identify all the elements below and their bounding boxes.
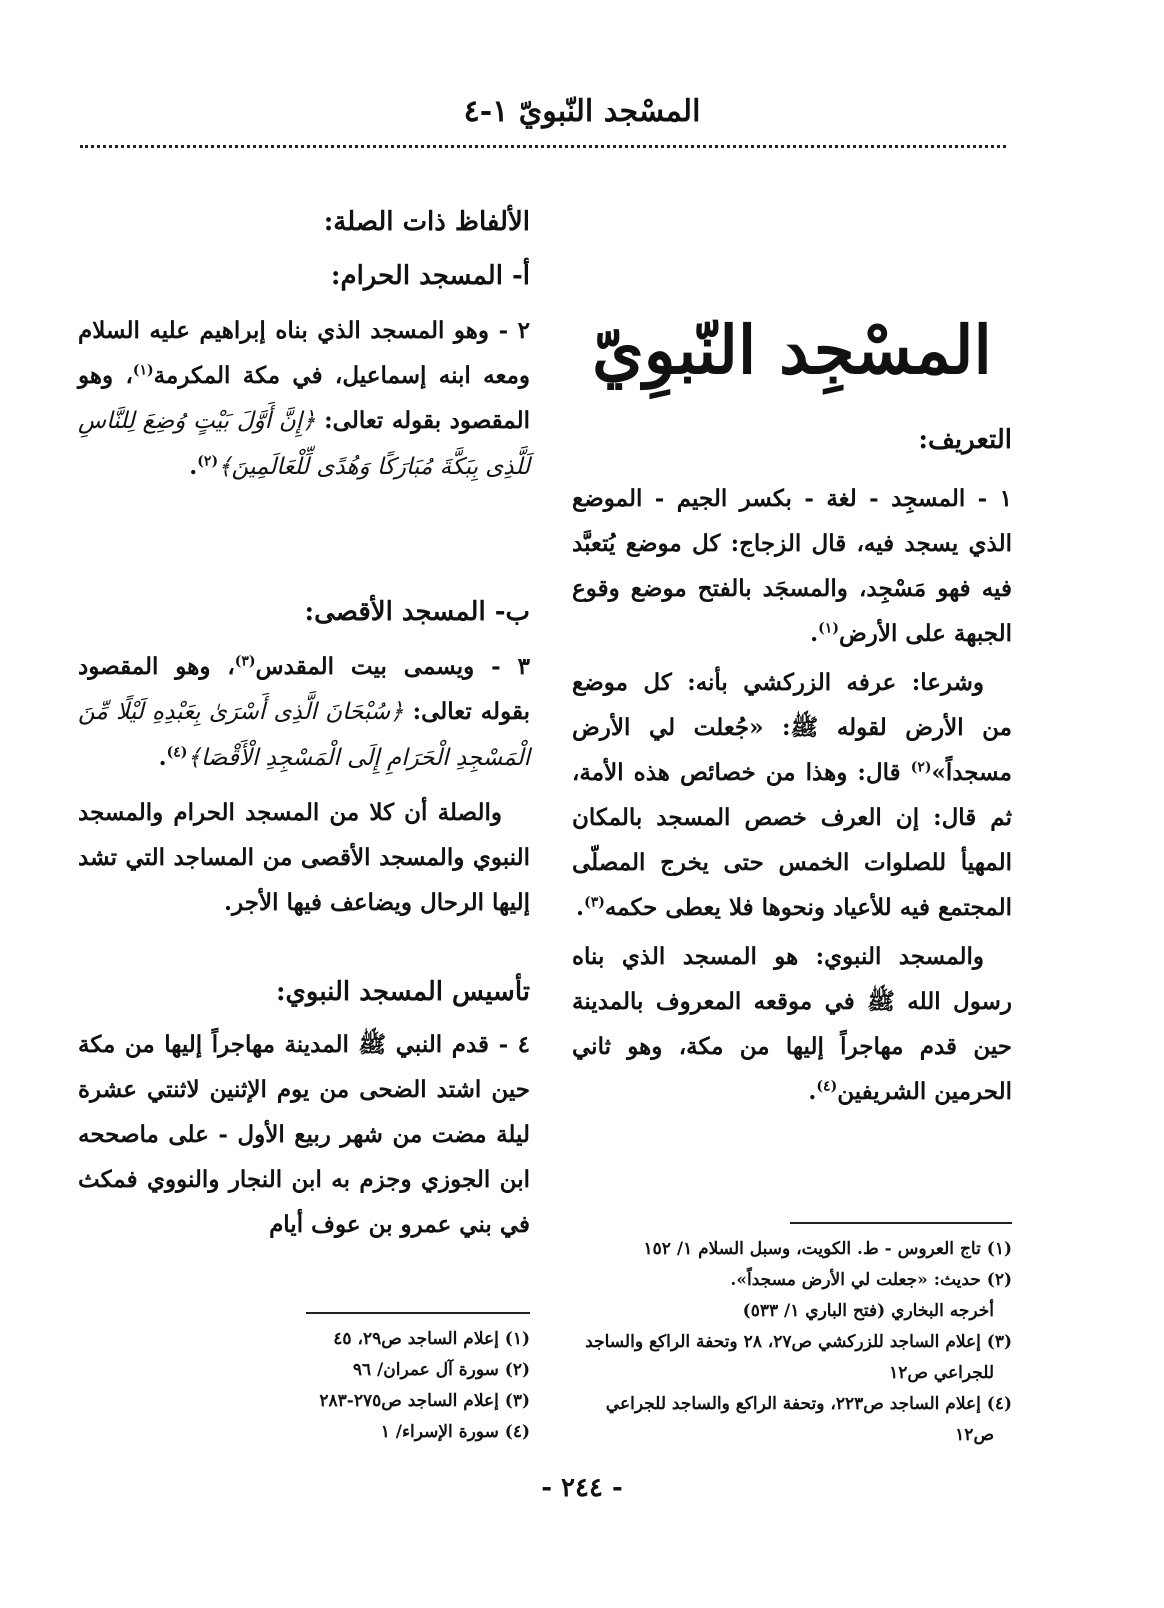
footnote-line: (٢) سورة آل عمران/ ٩٦ bbox=[352, 1360, 530, 1380]
footnote-line: للجراعي ص١٢ bbox=[889, 1363, 994, 1383]
paragraph-founding: ٤ - قدم النبي ﷺ المدينة مهاجراً إليها من مكة حين اشتد الضحى من يوم الإثنين لاثنتي عشرة ليلة مضت من شهر ربيع الأول - على ماصححه ابن الجوزي وجزم به ابن النجار والنووي فمكث في بني عمرو بن عوف أيام bbox=[78, 1031, 530, 1238]
footnote-line: (٣) إعلام الساجد للزركشي ص٢٧، ٢٨ وتحفة الراكع والساجد bbox=[585, 1332, 1012, 1352]
definition-paragraph-2: وشرعا: عرفه الزركشي بأنه: كل موضع من الأرض لقوله ﷺ: «جُعلت لي الأرض مسجداً»$^{(٢)}$ قال: وهذا من خصائص هذه الأمة، ثم قال: إن العرف خصص المسجد بالمكان المهيأ للصلوات الخمس حتى يخرج المصلّى المجتمع فيه للأعياد ونحوها فلا يعطى حكمه$^{(٣)}$. bbox=[572, 669, 1012, 921]
paragraph-relation: والصلة أن كلا من المسجد الحرام والمسجد النبوي والمسجد الأقصى من المساجد التي تشد إليها الرحال ويضاعف فيها الأجر. bbox=[78, 799, 530, 916]
footnote-line: ص١٢ bbox=[955, 1425, 994, 1445]
article-title: المسْجِد النّبوِيّ bbox=[592, 311, 992, 389]
footnote-line: أخرجه البخاري (فتح الباري ١/ ٥٣٣) bbox=[742, 1301, 994, 1321]
footnote-line: (٤) إعلام الساجد ص٢٢٣، وتحفة الراكع والساجد للجراعي bbox=[605, 1394, 1012, 1414]
footnote-ref: (٤) bbox=[816, 1078, 838, 1095]
header-dotted-rule bbox=[80, 145, 1006, 148]
footnote-ref: (١) bbox=[818, 620, 839, 637]
footnote-ref: (٤) bbox=[166, 744, 188, 761]
quran-verse: ﴿سُبْحَانَ الَّذِى أَسْرَىٰ بِعَبْدِهِ لَيْلًا مِّنَ الْمَسْجِدِ الْحَرَامِ إِلَى الْمَسْجِدِ الْأَقْصَا﴾ bbox=[78, 699, 530, 771]
paragraph-masjid-haram: ٢ - وهو المسجد الذي بناه إبراهيم عليه السلام ومعه ابنه إسماعيل، في مكة المكرمة$^{(١)}$، وهو المقصود بقوله تعالى: ﴿إِنَّ أَوَّلَ بَيْتٍ وُضِعَ لِلنَّاسِ لَلَّذِى بِبَكَّةَ مُبَارَكًا وَهُدًى لِّلْعَالَمِينَ﴾$^{(٢)}$. bbox=[78, 317, 530, 480]
running-header: المسْجد النّبويّ ١-٤ bbox=[463, 94, 701, 129]
founding-heading: تأسيس المسجد النبوي: bbox=[275, 977, 530, 1007]
footnotes-left bbox=[78, 1324, 530, 1448]
footnotes-right bbox=[572, 1234, 1012, 1451]
related-terms-heading: الألفاظ ذات الصلة: bbox=[323, 207, 530, 237]
footnote-ref: (٢) bbox=[197, 453, 219, 470]
quran-verse: ﴿إِنَّ أَوَّلَ بَيْتٍ وُضِعَ لِلنَّاسِ لَلَّذِى بِبَكَّةَ مُبَارَكًا وَهُدًى لِّلْعَالَمِينَ﴾ bbox=[78, 408, 530, 480]
footnote-line: (١) تاج العروس - ط. الكويت، وسبل السلام ١/ ١٥٢ bbox=[643, 1239, 1012, 1259]
footnote-ref: (٢) bbox=[910, 759, 932, 776]
page-number: - ٢٤٤ - bbox=[541, 1473, 623, 1503]
footnote-line: (١) إعلام الساجد ص٢٩، ٤٥ bbox=[333, 1329, 530, 1349]
footnote-rule-left bbox=[306, 1312, 530, 1314]
definition-paragraph-3: والمسجد النبوي: هو المسجد الذي بناه رسول الله ﷺ في موقعه المعروف بالمدينة حين قدم مهاجراً إليها من مكة، وهو ثاني الحرمين الشريفين$^{(٤)}$. bbox=[572, 943, 1012, 1105]
subheading-masjid-haram: أ- المسجد الحرام: bbox=[330, 261, 530, 291]
footnote-ref: (٣) bbox=[584, 894, 605, 911]
footnote-line: (٣) إعلام الساجد ص٢٧٥-٢٨٣ bbox=[319, 1391, 530, 1411]
footnote-line: (٢) حديث: «جعلت لي الأرض مسجداً». bbox=[730, 1270, 1012, 1290]
footnote-ref: (١) bbox=[132, 362, 154, 379]
paragraph-masjid-aqsa: ٣ - ويسمى بيت المقدس$^{(٣)}$، وهو المقصود بقوله تعالى: ﴿سُبْحَانَ الَّذِى أَسْرَىٰ بِعَبْدِهِ لَيْلًا مِّنَ الْمَسْجِدِ الْحَرَامِ إِلَى الْمَسْجِدِ الْأَقْصَا﴾$^{(٤)}$. bbox=[78, 653, 530, 771]
footnote-ref: (٣) bbox=[234, 653, 256, 670]
definition-paragraph-1: ١ - المسجِد - لغة - بكسر الجيم - الموضع الذي يسجد فيه، قال الزجاج: كل موضع يُتعبَّد فيه فهو مَسْجِد، والمسجَد بالفتح موضع وقوع الجبهة على الأرض$^{(١)}$. bbox=[572, 485, 1012, 647]
subheading-masjid-aqsa: ب- المسجد الأقصى: bbox=[304, 597, 530, 627]
footnote-line: (٤) سورة الإسراء/ ١ bbox=[380, 1422, 530, 1442]
definition-heading: التعريف: bbox=[918, 425, 1012, 455]
footnote-rule-right bbox=[790, 1222, 1012, 1224]
